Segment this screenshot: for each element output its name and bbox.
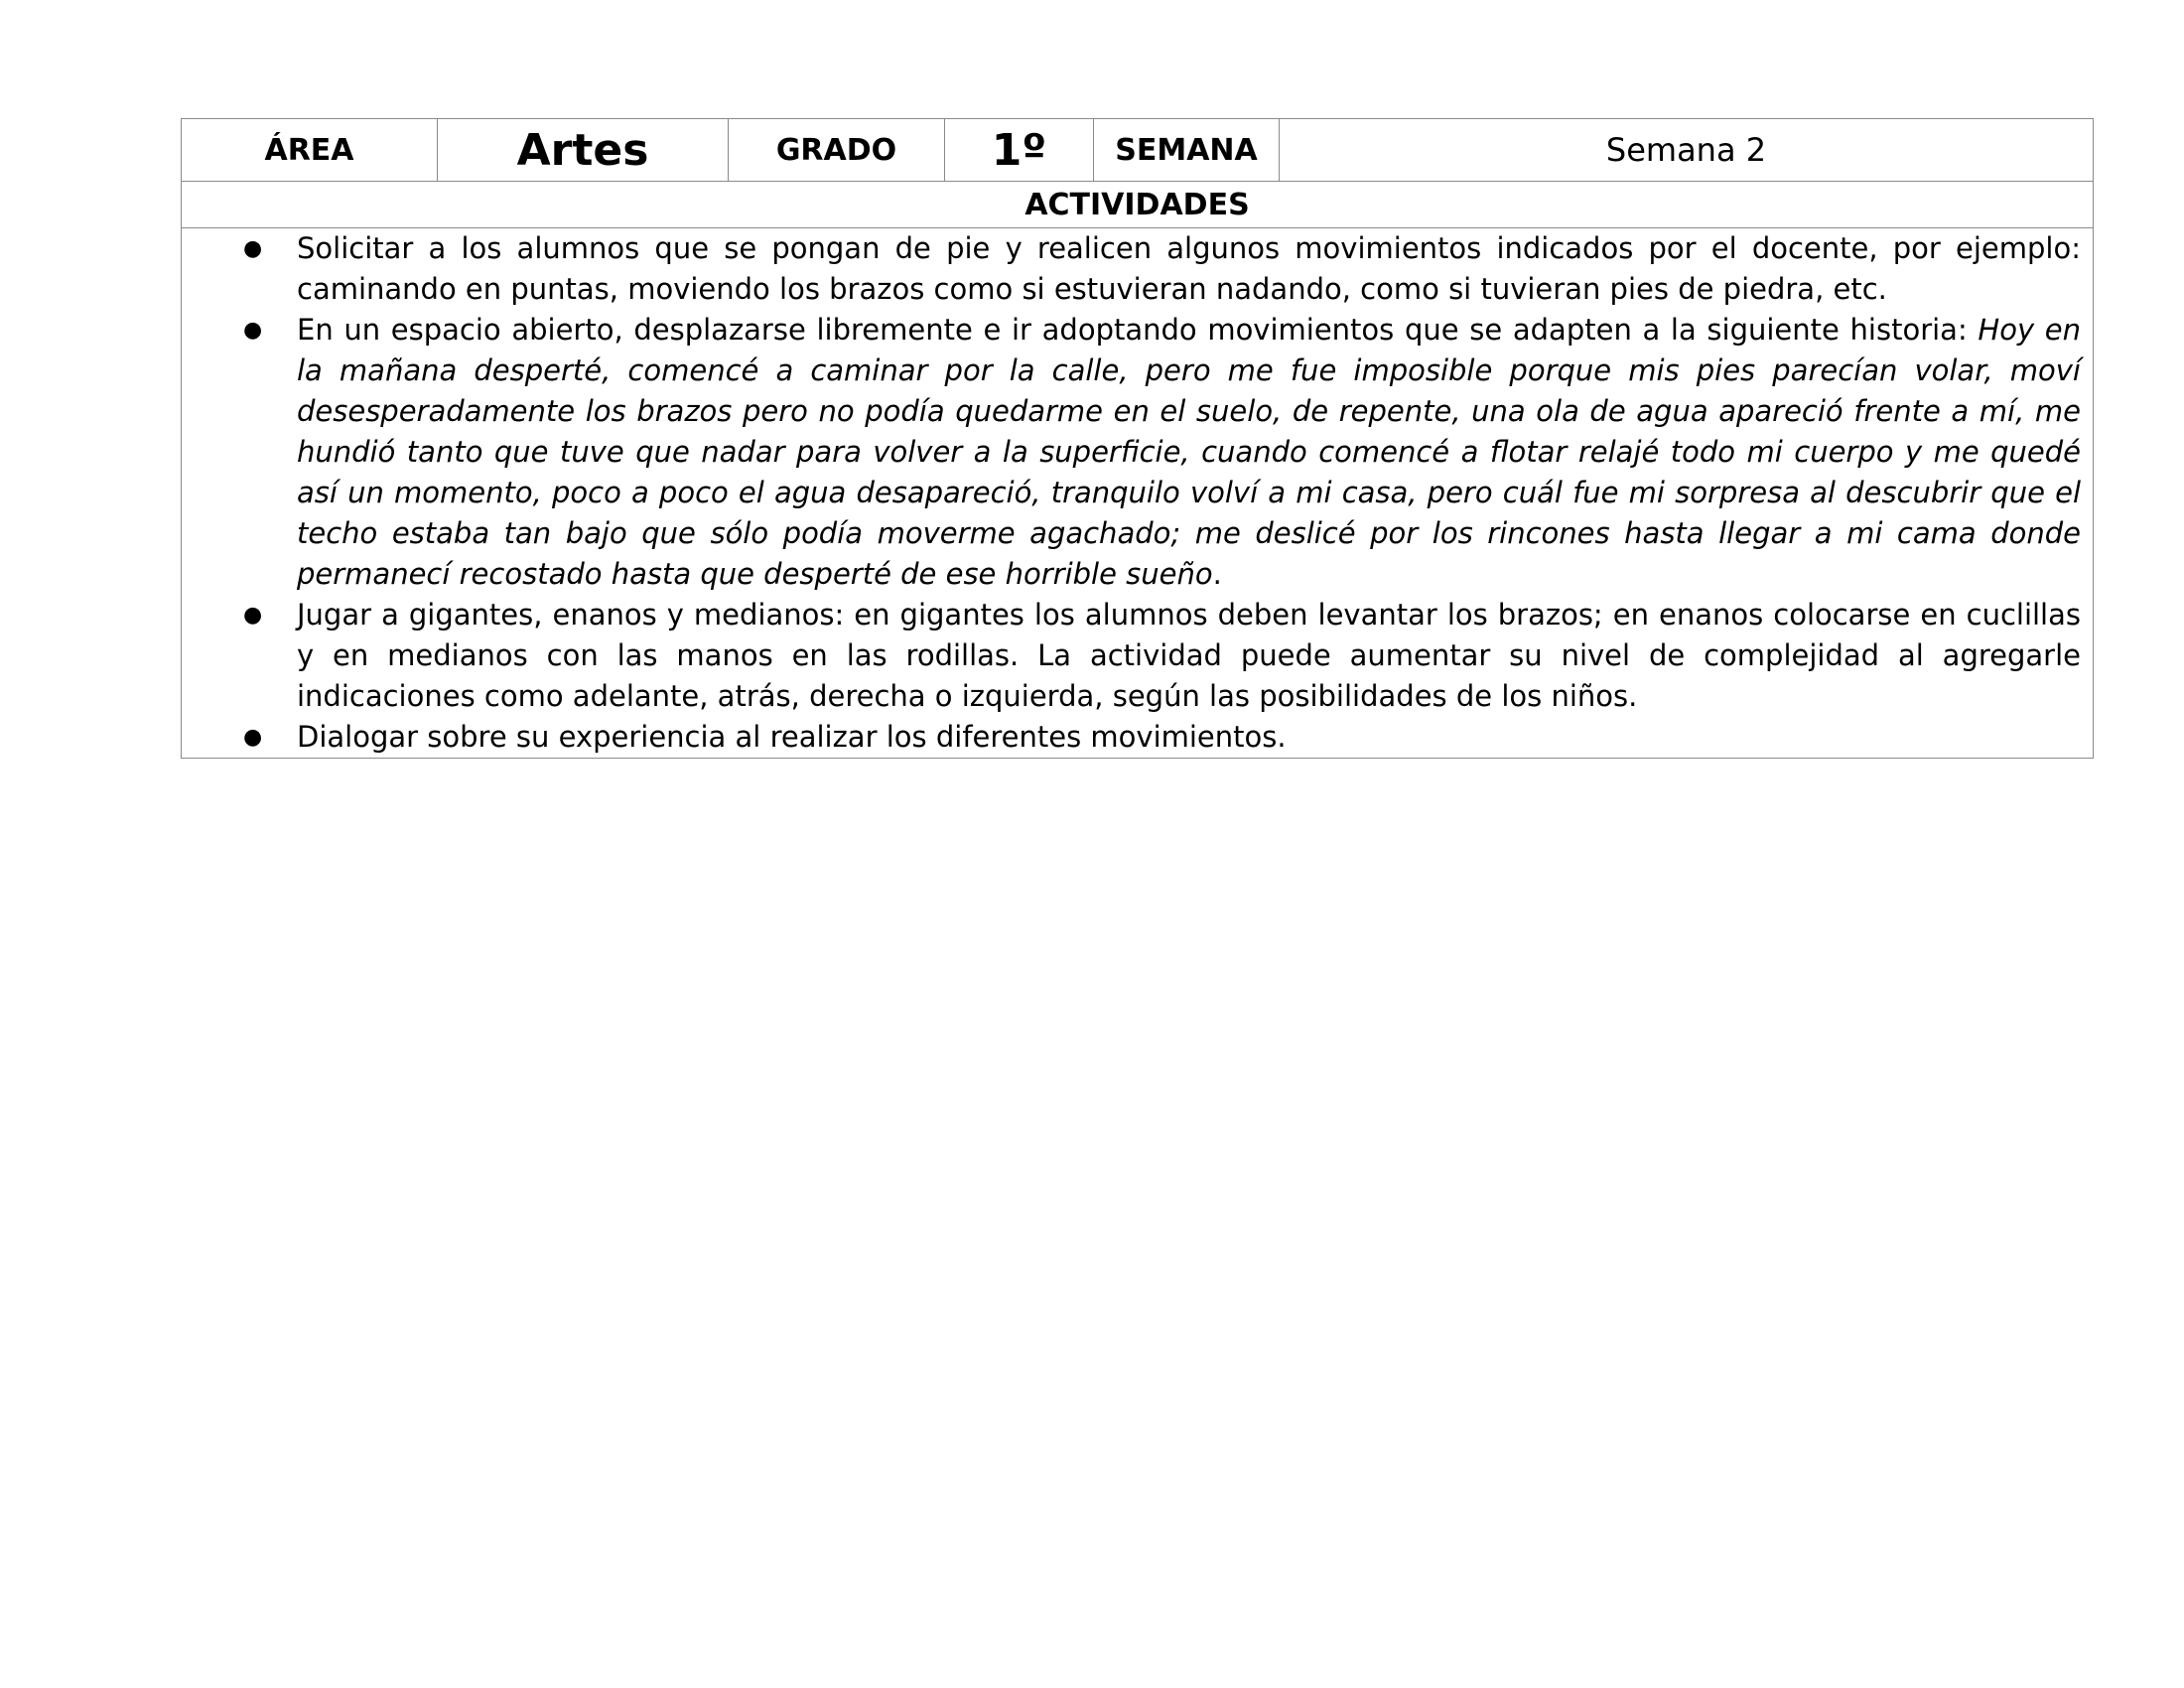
- semana-value: Semana 2: [1605, 131, 1767, 169]
- bullet-icon: ●: [243, 236, 263, 261]
- activity-text: Dialogar sobre su experiencia al realizar los diferentes movimientos.: [297, 720, 1287, 754]
- activity-item-4: [182, 717, 2081, 758]
- area-value-cell: [438, 119, 729, 182]
- activity-text-end: .: [1212, 557, 1222, 591]
- activity-item-2: [182, 310, 2081, 595]
- activities-title-row: [182, 182, 2094, 228]
- bullet-icon: ●: [243, 603, 263, 628]
- grado-value-cell: [945, 119, 1094, 182]
- grado-value: 1º: [991, 124, 1047, 176]
- activities-body-row: [182, 228, 2094, 759]
- activity-story-text: Hoy en la mañana desperté, comencé a caminar por la calle, pero me fue imposible porque mis pies parecían volar, moví desesperadamente los brazos pero no podía quedarme en el suelo, de repente, una ola de agua apareció frente a mí, me hundió tanto que tuve que nadar para volver a la superficie, cuando comencé a flotar relajé todo mi cuerpo y me quedé así un momento, poco a poco el agua desapareció, tranquilo volví a mi casa, pero cuál fue mi sorpresa al descubrir que el techo estaba tan bajo que sólo podía moverme agachado; me deslicé por los rincones hasta llegar a mi cama donde permanecí recostado hasta que desperté de ese horrible sueño: [297, 313, 2082, 591]
- activities-title: ACTIVIDADES: [182, 182, 2094, 228]
- grado-label: GRADO: [775, 132, 897, 168]
- area-label-cell: [182, 119, 438, 182]
- activity-text-intro: En un espacio abierto, desplazarse libremente e ir adoptando movimientos que se adapten a la siguiente historia:: [297, 313, 1979, 347]
- area-value: Artes: [516, 124, 649, 176]
- activity-text: Jugar a gigantes, enanos y medianos: en gigantes los alumnos deben levantar los brazos; en enanos colocarse en cuclillas y en medianos con las manos en las rodillas. La actividad puede aumentar su nivel de complejidad al agregarle indicaciones como adelante, atrás, derecha o izquierda, según las posibilidades de los niños.: [297, 598, 2081, 713]
- semana-value-cell: [1280, 119, 2094, 182]
- semana-label: SEMANA: [1115, 132, 1258, 168]
- planning-table: [181, 118, 2094, 759]
- semana-label-cell: [1094, 119, 1280, 182]
- activity-item-1: [182, 228, 2081, 310]
- grado-label-cell: [729, 119, 945, 182]
- bullet-icon: ●: [243, 725, 263, 750]
- header-row: [182, 119, 2094, 182]
- area-label: ÁREA: [264, 132, 354, 168]
- activity-text: Solicitar a los alumnos que se pongan de pie y realicen algunos movimientos indicados por el docente, por ejemplo: caminando en puntas, moviendo los brazos como si estuvieran nadando, como si tuvieran pies de piedra, etc.: [297, 231, 2081, 306]
- activities-body: [182, 228, 2094, 759]
- activities-list: [182, 228, 2081, 758]
- bullet-icon: ●: [243, 318, 263, 343]
- activity-item-3: [182, 595, 2081, 717]
